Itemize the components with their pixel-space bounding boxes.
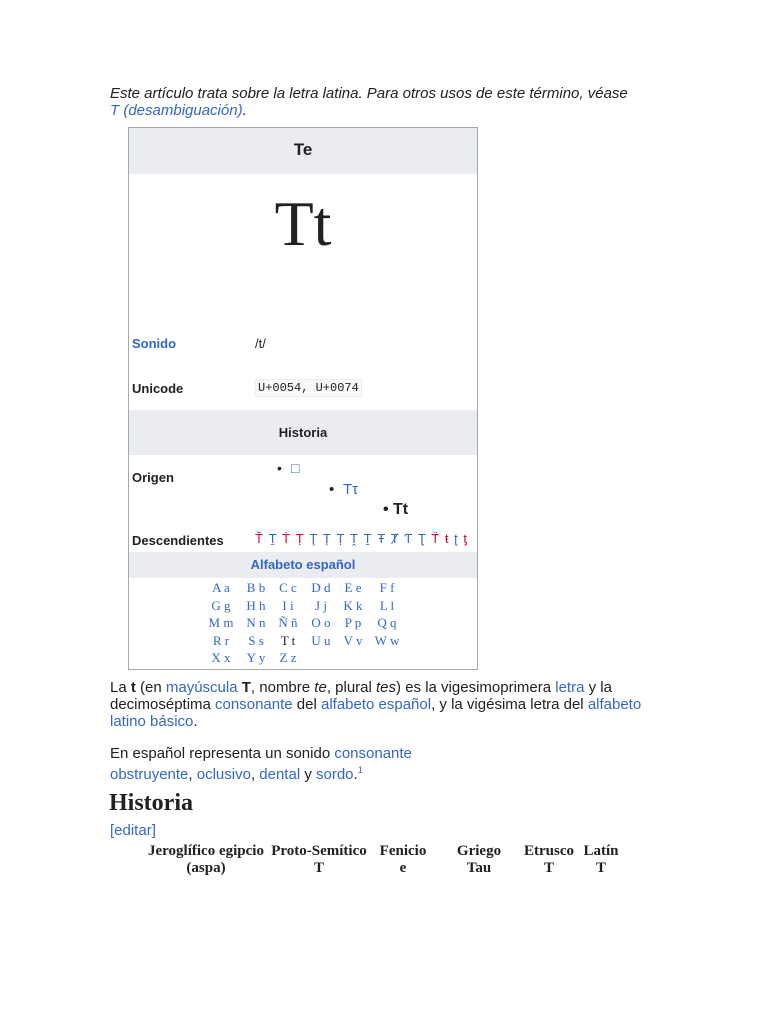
consonante-link[interactable]: consonante [215,696,293,713]
unicode-label: Unicode [132,381,184,396]
origin-glyph-2[interactable]: Tτ [343,481,359,498]
descendant-glyph[interactable]: Ṯ [363,531,373,546]
descendientes-label: Descendientes [132,533,224,548]
alfabeto-letter-link[interactable]: Y y [246,650,266,665]
sonido-label-link[interactable]: Sonido [132,336,177,351]
descendant-glyph[interactable]: Ṯ [268,531,278,546]
col-header-jeroglifico: Jeroglífico egipcio (aspa) [148,843,264,876]
col-header-griego: Griego [456,843,502,859]
alfabeto-letter-link[interactable]: R r [212,632,230,648]
text: del [292,696,321,713]
alfabeto-letter-link[interactable]: M m [208,615,234,630]
text: En español representa un sonido [110,745,335,762]
alfabeto-letter-link[interactable]: C c [279,580,297,595]
cell-griego: Tau [466,860,492,876]
infobox-title: Te [129,128,477,174]
dental-link[interactable]: dental [259,766,301,783]
mayuscula-link[interactable]: mayúscula [165,679,238,696]
text: , y la vigésima letra del [431,696,588,713]
alfabeto-letter-link[interactable]: S s [248,632,264,648]
text: , [250,766,260,783]
consonante-obstruyente-link[interactable]: consonante obstruyente [110,745,412,783]
text: ) es la vigesimoprimera [396,679,556,696]
infobox-letter-image: Tt [274,188,332,259]
unicode-value [255,379,362,395]
origin-item-1: • □ [277,460,300,476]
alfabeto-letter-link[interactable]: Q q [377,615,397,630]
intro-paragraph [110,679,670,730]
text: y [300,766,316,783]
alfabeto-section-header [129,552,477,578]
alfabeto-row [129,633,477,650]
alfabeto-letter-link[interactable]: O o [311,615,331,630]
cell-latin: T [595,860,606,876]
sonido-value: /t/ [255,336,266,351]
descendientes-list [255,531,468,546]
text: , nombre [250,679,315,696]
hatnote-end: . [242,102,247,119]
descendant-glyph[interactable]: ʈ [454,531,459,546]
cell-fenicio: e [399,860,407,876]
alfabeto-letter-link[interactable]: N n [246,615,266,630]
origen-label: Origen [132,470,174,485]
alfabeto-letter-link[interactable]: J j [315,597,327,613]
descendant-glyph[interactable]: Ţ [309,531,319,546]
text: . [193,713,198,730]
alfabeto-header-link[interactable]: Alfabeto español [250,557,356,572]
alfabeto-latino-link[interactable]: alfabeto latino básico [110,696,642,730]
descendant-glyph[interactable]: Ʈ [417,531,427,546]
descendant-glyph[interactable]: Ț [322,531,332,546]
alfabeto-letter-link[interactable]: U u [311,632,331,648]
alfabeto-letter-link[interactable]: P p [344,615,362,630]
sordo-link[interactable]: sordo [316,766,354,783]
text: (en [135,679,166,696]
descendant-glyph[interactable]: ŧ [444,531,450,546]
hatnote [110,85,630,119]
col-header-latin: Latín [583,843,619,859]
alfabeto-letter-link[interactable]: G g [211,597,231,613]
text: , plural [326,679,377,696]
reference-1-link[interactable]: 1 [357,765,363,775]
alfabeto-letter-link[interactable]: I i [282,597,294,613]
bold-t: t [130,679,136,696]
descendant-glyph[interactable]: Ŧ [377,531,387,546]
descendant-glyph[interactable]: ƫ [463,531,468,546]
origin-glyph-3: Tt [393,501,409,518]
alfabeto-espanol-link[interactable]: alfabeto español [320,696,432,713]
disambiguation-link[interactable]: T (desambiguación) [110,102,243,119]
cell-protosemitico: T [313,860,324,876]
letra-link[interactable]: letra [555,679,585,696]
cell-etrusco: T [543,860,554,876]
alfabeto-letter-link[interactable]: E e [344,580,362,595]
text: y la decimoséptima [110,679,612,713]
alfabeto-letter-link[interactable]: V v [343,632,363,648]
text: La [110,679,131,696]
alfabeto-row [129,598,477,615]
unicode-code: U+0054, U+0074 [255,379,362,397]
alfabeto-letter-link[interactable]: L l [379,597,395,613]
alfabeto-letter-link[interactable]: X x [211,650,231,665]
origin-glyph-1[interactable]: □ [291,460,300,476]
edit-section-link[interactable]: [editar] [110,822,156,839]
bold-T: T [241,679,251,696]
historia-section-header: Historia [129,410,477,455]
text: , [188,766,197,783]
descendant-glyph[interactable]: Ť [255,531,264,546]
descendant-glyph[interactable]: Ṭ [336,531,346,546]
italic-te: te [314,679,327,696]
alfabeto-letter-link[interactable]: K k [343,597,363,613]
col-header-etrusco: Etrusco [524,843,574,859]
descendant-glyph[interactable]: Ƭ [404,531,414,546]
alfabeto-letter-link[interactable]: B b [246,580,266,595]
pronunciation-paragraph [110,745,440,783]
infobox [128,127,478,670]
alfabeto-row [129,615,477,632]
origin-item-2: • Tτ [329,481,359,498]
alfabeto-letter-current: T t [280,632,296,648]
text: . [353,766,358,783]
alfabeto-letter-link[interactable]: Z z [279,650,297,665]
descendant-glyph[interactable]: T̈ [431,531,441,546]
oclusivo-link[interactable]: oclusivo [196,766,251,783]
alfabeto-letter-link[interactable]: D d [311,580,331,595]
italic-tes: tes [376,679,397,696]
alfabeto-letter-link[interactable]: A a [212,580,230,595]
alfabeto-letter-link[interactable]: W w [374,632,400,648]
alfabeto-row [129,580,477,597]
descendant-glyph[interactable]: Ṫ [282,531,292,546]
historia-heading: Historia [109,790,193,816]
hatnote-text: Este artículo trata sobre la letra latina. Para otros usos de este término, véase [110,85,628,102]
col-header-fenicio: Fenicio [379,843,427,859]
col-header-protosemitico: Proto-Semítico [271,843,367,859]
descendant-glyph[interactable]: Ṱ [350,531,359,546]
alfabeto-letter-link[interactable]: H h [246,597,266,613]
alfabeto-row [129,650,477,667]
descendant-glyph[interactable]: Ⱦ [390,531,400,546]
origin-item-3: • Tt [383,501,409,518]
alfabeto-letter-link[interactable]: F f [379,580,395,595]
alfabeto-letter-link[interactable]: Ñ ñ [278,615,298,630]
descendant-glyph[interactable]: Ṭ [295,531,305,546]
